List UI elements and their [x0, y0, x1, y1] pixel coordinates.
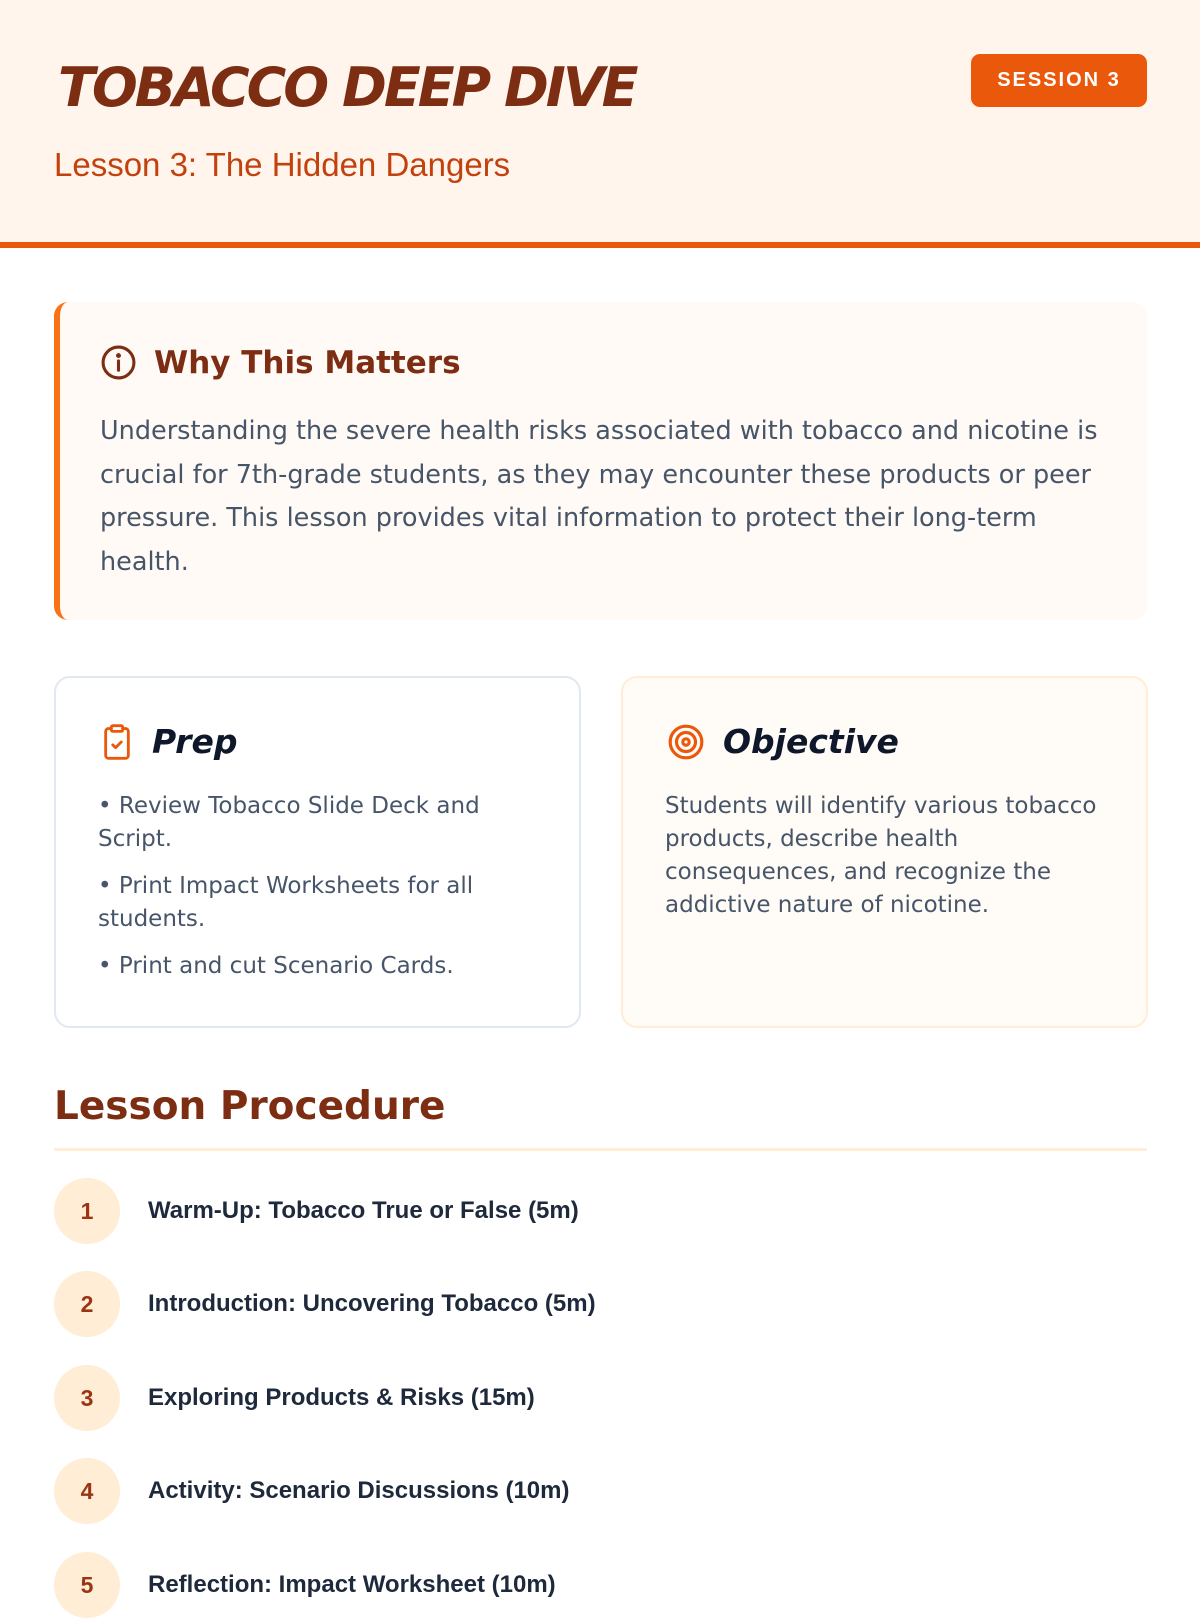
step-label: Introduction: Uncovering Tobacco (5m) [148, 1290, 596, 1317]
objective-card-heading [667, 722, 899, 761]
procedure-step [54, 1458, 569, 1524]
objective-text: Students will identify various tobacco products, describe health consequences, and recognize the addictive nature of nicotine. [665, 793, 1097, 918]
procedure-step [54, 1178, 579, 1244]
step-number-badge: 4 [54, 1458, 120, 1524]
clipboard-check-icon [100, 723, 134, 761]
step-number-badge: 5 [54, 1552, 120, 1618]
lesson-title: TOBACCO DEEP DIVE [58, 56, 636, 119]
target-icon [667, 723, 705, 761]
prep-card-heading [100, 722, 237, 761]
prep-item: • Print Impact Worksheets for all students. [98, 873, 474, 932]
procedure-step [54, 1552, 556, 1618]
why-this-matters-text: Understanding the severe health risks associated with tobacco and nicotine is crucial for 7th-grade students, as they may encounter these products or peer pressure. This lesson provides vital information to protect their long-term health. [100, 416, 1098, 577]
step-label: Exploring Products & Risks (15m) [148, 1384, 535, 1411]
step-label: Warm-Up: Tobacco True or False (5m) [148, 1197, 579, 1224]
step-number-badge: 1 [54, 1178, 120, 1244]
prep-list [98, 790, 538, 997]
step-label: Activity: Scenario Discussions (10m) [148, 1477, 570, 1504]
prep-card [54, 676, 581, 1028]
prep-item: • Review Tobacco Slide Deck and Script. [98, 793, 480, 852]
why-this-matters-title: Why This Matters [154, 344, 461, 381]
objective-card [621, 676, 1148, 1028]
lesson-header [0, 0, 1200, 248]
prep-title: Prep [152, 722, 238, 761]
session-badge: SESSION 3 [971, 54, 1147, 107]
why-this-matters-heading [100, 344, 461, 381]
procedure-step [54, 1271, 596, 1337]
objective-title: Objective [723, 722, 899, 761]
prep-item: • Print and cut Scenario Cards. [98, 953, 454, 979]
step-number-badge: 3 [54, 1365, 120, 1431]
step-number-badge: 2 [54, 1271, 120, 1337]
section-divider [54, 1148, 1147, 1151]
lesson-procedure-title: Lesson Procedure [54, 1084, 446, 1129]
lesson-subtitle: Lesson 3: The Hidden Dangers [54, 146, 511, 183]
info-icon [100, 344, 137, 381]
procedure-step [54, 1365, 535, 1431]
step-label: Reflection: Impact Worksheet (10m) [148, 1571, 556, 1598]
